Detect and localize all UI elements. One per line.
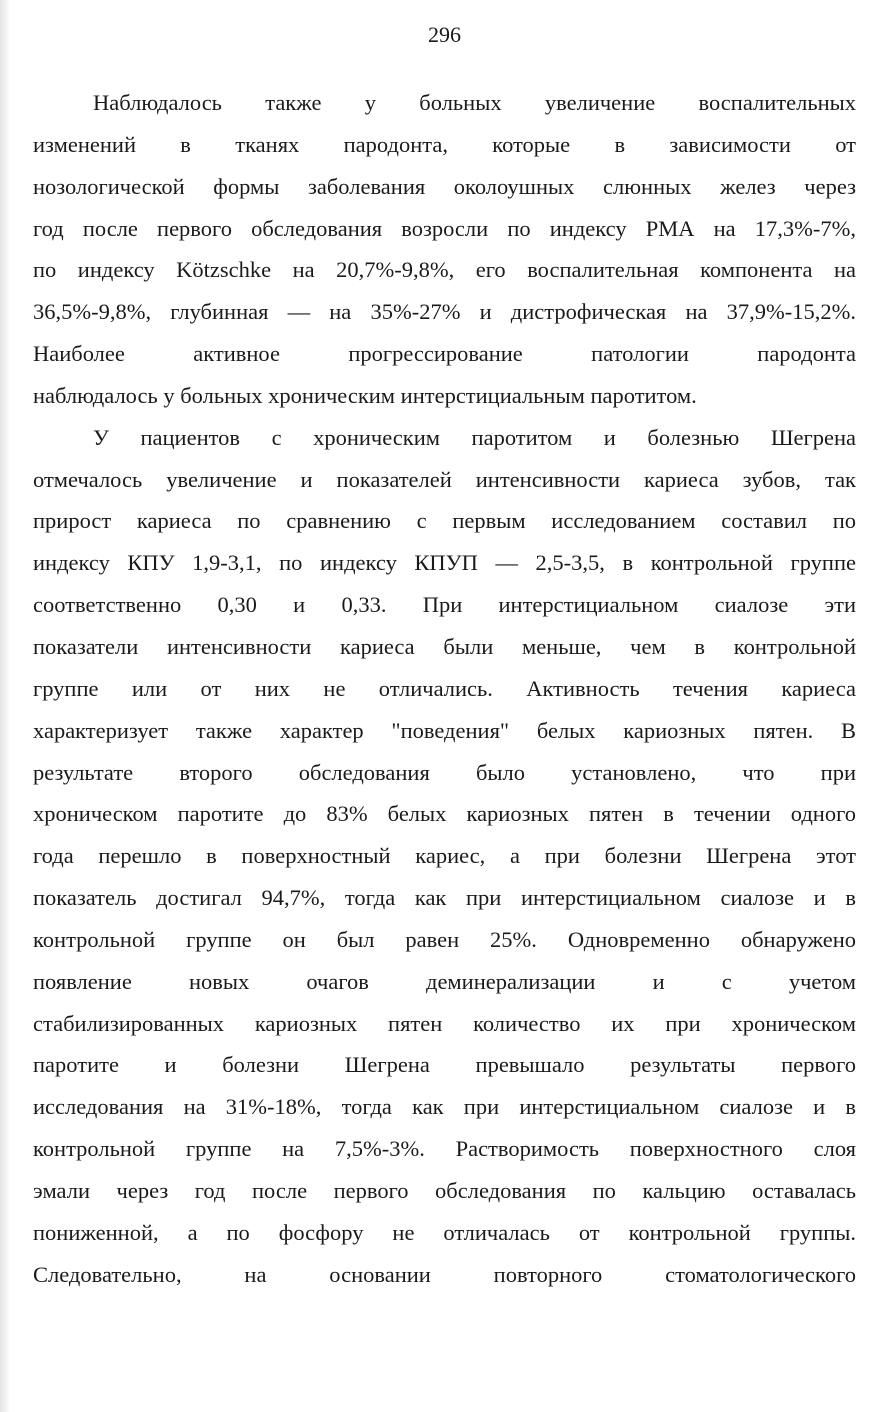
paragraph-1-line-7: Наиболее активное прогрессирование патологии пародонта (33, 341, 856, 367)
page-number: 296 (428, 22, 461, 47)
paragraph-1-line-2: изменений в тканях пародонта, которые в зависимости от (33, 131, 856, 157)
paragraph-2-line-19: эмали через год после первого обследования по кальцию оставалась (33, 1177, 856, 1203)
paragraph-2-line-3: прирост кариеса по сравнению с первым исследованием составил по (33, 508, 856, 534)
paragraph-2-line-6: показатели интенсивности кариеса были меньше, чем в контрольной (33, 633, 856, 659)
paragraph-1-line-6: 36,5%-9,8%, глубинная — на 35%-27% и дистрофическая на 37,9%-15,2%. (33, 299, 856, 325)
paragraph-1-line-5: по индексу Kötzschke на 20,7%-9,8%, его воспалительная компонента на (33, 257, 856, 283)
paragraph-1-line-1: Наблюдалось также у больных увеличение воспалительных (93, 90, 856, 115)
paragraph-2-line-17: исследования на 31%-18%, тогда как при интерстициальном сиалозе и в (33, 1094, 856, 1120)
paragraph-2-line-7: группе или от них не отличались. Активность течения кариеса (33, 675, 856, 701)
paragraph-2-line-1: У пациентов с хроническим паротитом и болезнью Шегрена (93, 424, 856, 450)
scan-shadow (0, 0, 10, 1412)
paragraph-1-line-4: год после первого обследования возросли по индексу РМА на 17,3%-7%, (33, 215, 856, 241)
paragraph-2-line-12: показатель достигал 94,7%, тогда как при интерстициальном сиалозе и в (33, 885, 856, 911)
paragraph-1-line-3: нозологической формы заболевания околоушных слюнных желез через (33, 173, 856, 199)
paragraph-2-line-14: появление новых очагов деминерализации и с учетом (33, 968, 856, 994)
paragraph-2-line-9: результате второго обследования было установлено, что при (33, 759, 856, 785)
paragraph-2-line-13: контрольной группе он был равен 25%. Одновременно обнаружено (33, 926, 856, 952)
paragraph-2-line-15: стабилизированных кариозных пятен количество их при хроническом (33, 1010, 856, 1036)
paragraph-2-line-5: соответственно 0,30 и 0,33. При интерстициальном сиалозе эти (33, 592, 856, 618)
paragraph-2-line-10: хроническом паротите до 83% белых кариозных пятен в течении одного (33, 801, 856, 827)
paragraph-2-line-8: характеризует также характер "поведения" белых кариозных пятен. В (33, 717, 856, 743)
paragraph-2-line-21: Следовательно, на основании повторного стоматологического (33, 1261, 856, 1287)
paragraph-2-line-18: контрольной группе на 7,5%-3%. Растворимость поверхностного слоя (33, 1136, 856, 1162)
paragraph-2-line-11: года перешло в поверхностный кариес, а при болезни Шегрена этот (33, 843, 856, 869)
paragraph-1-line-8: наблюдалось у больных хроническим интерстициальным паротитом. (33, 382, 697, 408)
paragraph-2-line-4: индексу КПУ 1,9-3,1, по индексу КПУП — 2,5-3,5, в контрольной группе (33, 550, 856, 576)
body-text (33, 82, 856, 1295)
paragraph-2-line-20: пониженной, а по фосфору не отличалась от контрольной группы. (33, 1219, 856, 1245)
paragraph-2-line-16: паротите и болезни Шегрена превышало результаты первого (33, 1052, 856, 1078)
paragraph-2-line-2: отмечалось увеличение и показателей интенсивности кариеса зубов, так (33, 466, 856, 492)
